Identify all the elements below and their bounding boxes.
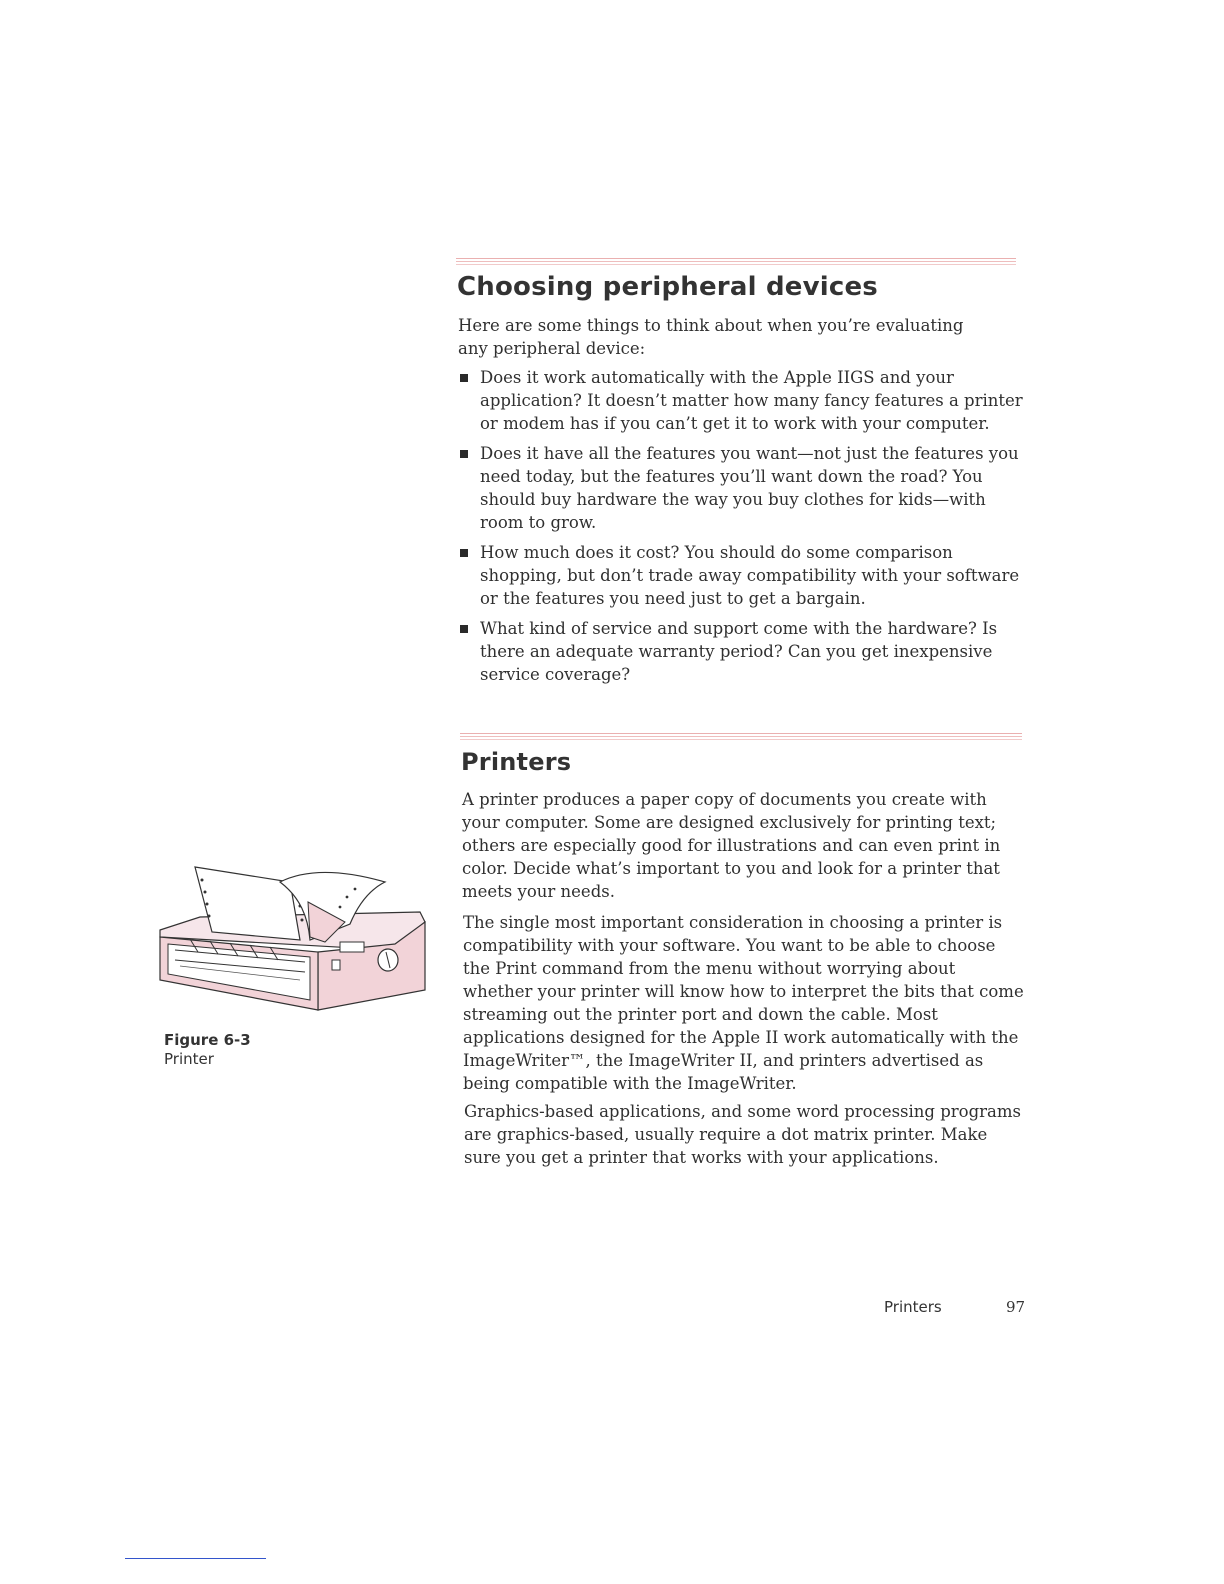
printers-paragraph-1: A printer produces a paper copy of documents you create with your computer. Some are designed exclusively for printing text; others are especially good for illustrations and can even print in color. Decide what’s important to you and look for a printer that meets your needs. bbox=[462, 790, 1001, 901]
figure-number: Figure 6-3 bbox=[164, 1031, 251, 1049]
bottom-divider bbox=[125, 1558, 266, 1559]
list-item: Does it have all the features you want—not just the features you need today, but the features you’ll want down the road? You should buy hardware the way you buy clothes for kids—with room to grow. bbox=[458, 442, 1032, 534]
list-item: Does it work automatically with the Apple IIGS and your application? It doesn’t matter how many fancy features a printer or modem has if you can’t get it to work with your computer. bbox=[458, 366, 1032, 435]
section-rule-2 bbox=[460, 733, 1022, 745]
figure-caption bbox=[164, 1031, 251, 1069]
list-item: How much does it cost? You should do some comparison shopping, but don’t trade away compatibility with your software or the features you need just to get a bargain. bbox=[458, 541, 1032, 610]
section1-intro: Here are some things to think about when you’re evaluating any peripheral device: bbox=[458, 316, 964, 358]
printer-illustration bbox=[150, 862, 435, 1022]
list-item: What kind of service and support come with the hardware? Is there an adequate warranty period? Can you get inexpensive service coverage? bbox=[458, 617, 1032, 686]
footer-section-name: Printers bbox=[884, 1298, 942, 1316]
peripheral-questions-list bbox=[458, 366, 1032, 693]
printers-paragraph-2: The single most important consideration in choosing a printer is compatibility with your software. You want to be able to choose the Print command from the menu without worrying about whether your printer will know how to interpret the bits that come streaming out the printer port and down the cable. Most applications designed for the Apple II work automatically with the ImageWriter™, the ImageWriter II, and printers advertised as being compatible with the ImageWriter. bbox=[463, 913, 1024, 1093]
figure-title: Printer bbox=[164, 1050, 214, 1068]
bullet-square-icon bbox=[460, 625, 468, 633]
section-title-printers: Printers bbox=[461, 748, 572, 776]
bullet-square-icon bbox=[460, 450, 468, 458]
bullet-square-icon bbox=[460, 374, 468, 382]
page-number: 97 bbox=[1006, 1298, 1026, 1316]
bullet-square-icon bbox=[460, 549, 468, 557]
printers-paragraph-3: Graphics-based applications, and some word processing programs are graphics-based, usually require a dot matrix printer. Make sure you get a printer that works with your applications. bbox=[464, 1102, 1022, 1167]
section-rule-1 bbox=[456, 258, 1016, 270]
section-title-choosing: Choosing peripheral devices bbox=[457, 272, 878, 302]
